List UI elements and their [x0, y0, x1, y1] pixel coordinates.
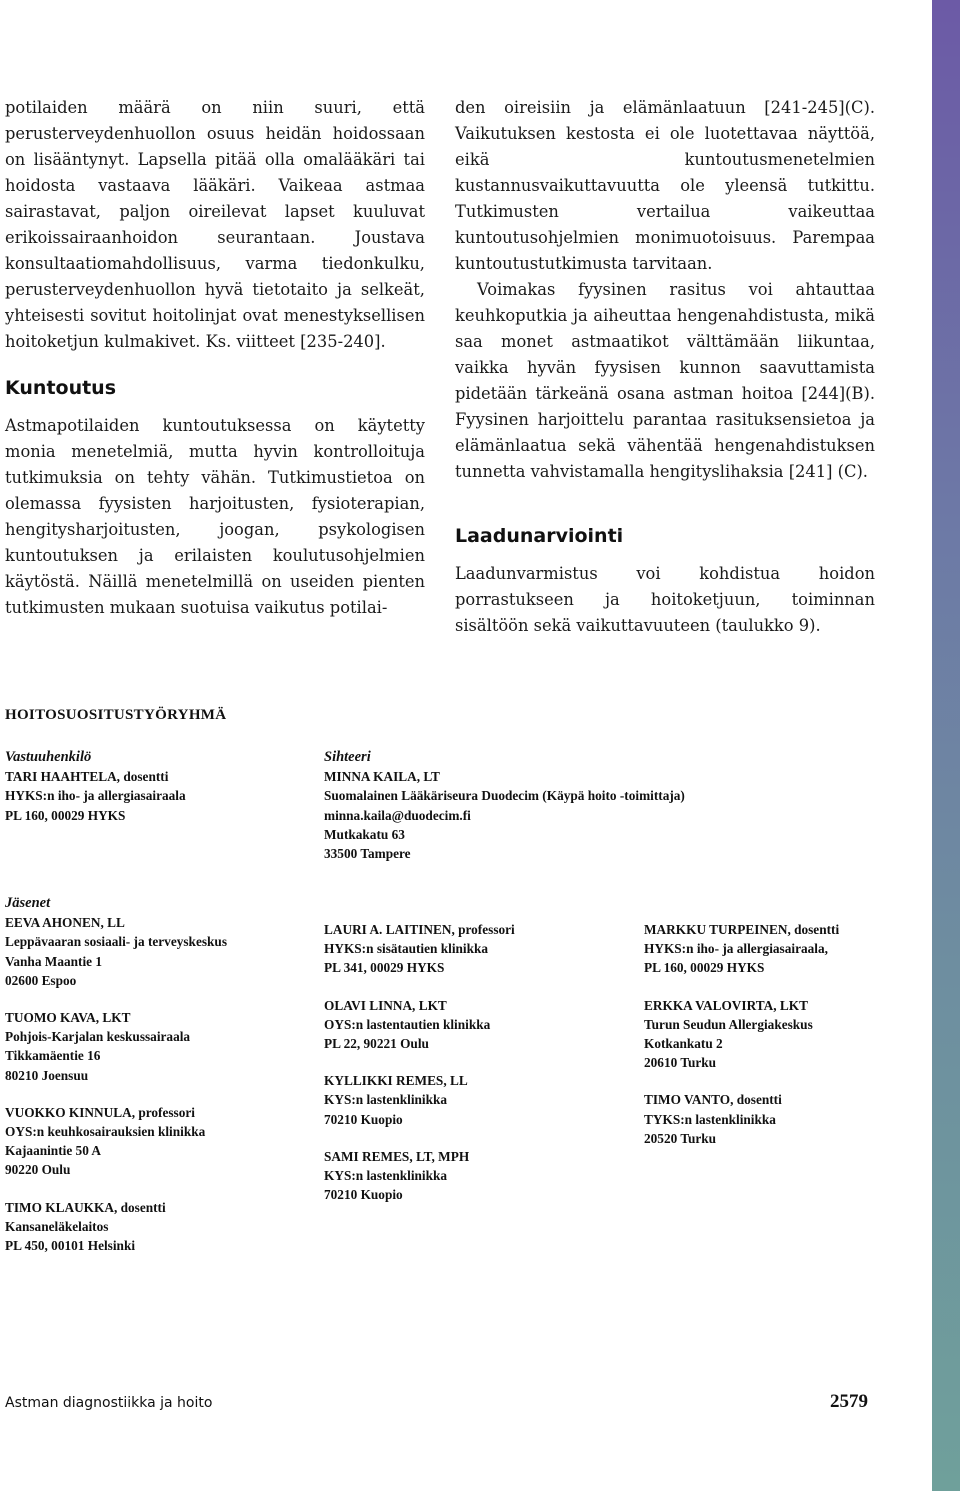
member-entry: [644, 920, 839, 978]
chair-lines: [5, 767, 186, 825]
member-entry-line: 80210 Joensuu: [5, 1067, 89, 1083]
member-entry-line: Tikkamäentie 16: [5, 1048, 101, 1064]
chair-line: PL 160, 00029 HYKS: [5, 807, 126, 823]
member-entry-line: KYS:n lastenklinikka: [324, 1168, 448, 1184]
left-paragraph-1: potilaiden määrä on niin suuri, että perusterveydenhuollon osuus heidän hoidossaan on lisääntynyt. Lapsella pitää olla omalääkäri tai hoidosta vastaava lääkäri. Vaikeaa astmaa sairastavat, paljon oireilevat lapset kuuluvat erikoissairaanhoidon seurantaan. Joustava konsultaatiomahdollisuus, varma tiedonkulku, perusterveydenhuollon hyvä tietotaito ja selkeät, yhteisesti sovitut hoitolinjat ovat menestyksellisen hoitoketjun kulmakivet. Ks. viitteet [235-240].: [5, 98, 425, 351]
member-entry-line: HYKS:n iho- ja allergiasairaala,: [644, 941, 828, 957]
members-col1-list: [5, 913, 227, 1255]
chair-role: Vastuuhenkilö: [5, 749, 92, 765]
members-role: Jäsenet: [5, 895, 51, 911]
page-number: 2579: [830, 1391, 868, 1412]
member-entry-line: KYS:n lastenklinikka: [324, 1092, 448, 1108]
chair-line: HYKS:n iho- ja allergiasairaala: [5, 788, 186, 804]
member-entry-line: 20610 Turku: [644, 1055, 717, 1071]
member-entry-line: 70210 Kuopio: [324, 1111, 403, 1127]
member-entry-line: VUOKKO KINNULA, professori: [5, 1104, 195, 1120]
member-entry-line: OLAVI LINNA, LKT: [324, 997, 447, 1013]
section-heading-laadunarviointi: Laadunarviointi: [455, 525, 624, 547]
member-entry-line: TIMO VANTO, dosentti: [644, 1092, 782, 1108]
member-entry-line: LAURI A. LAITINEN, professori: [324, 922, 515, 937]
section-heading-kuntoutus: Kuntoutus: [5, 377, 117, 399]
member-entry-line: Kajaanintie 50 A: [5, 1143, 102, 1159]
member-entry: [5, 913, 227, 990]
secretary-line: MINNA KAILA, LT: [324, 769, 440, 785]
member-entry: [324, 1071, 515, 1129]
member-entry: [324, 996, 515, 1054]
secretary-line: 33500 Tampere: [324, 846, 411, 862]
left-paragraph-2: Astmapotilaiden kuntoutuksessa on käytetty monia menetelmiä, mutta hyvin kontrolloituja tutkimuksia on tehty vähän. Tutkimustietoa on olemassa fyysisten harjoitusten, fysioterapian, hengitysharjoitusten, joogan, psykologisen kuntoutuksen ja erilaisten koulutusohjelmien käytöstä. Näillä menetelmillä on useiden pienten tutkimusten mukaan suotuisa vaikutus potilai-: [5, 416, 425, 617]
member-entry: [5, 1198, 227, 1256]
right-paragraph-2: Voimakas fyysinen rasitus voi ahtauttaa keuhkoputkia ja aiheuttaa hengenahdistusta, mikä saa monet astmaatikot välttämään liikuntaa, vaikka hyvän fyysisen kunnon saavuttamista pidetään tärkeänä osana astman hoitoa [244](B). Fyysinen harjoittelu parantaa rasituksensietoa ja elämänlaatua sekä vähentää hengenahdistuksen tunnetta vahvistamalla hengityslihaksia [241] (C).: [455, 280, 875, 481]
members-col-3: [644, 920, 839, 1166]
secretary-role: Sihteeri: [324, 749, 371, 765]
member-entry-line: PL 22, 90221 Oulu: [324, 1036, 429, 1052]
member-entry-line: 90220 Oulu: [5, 1162, 71, 1178]
member-entry: [5, 1103, 227, 1180]
secretary-block: [324, 748, 685, 863]
member-entry-line: Kansaneläkelaitos: [5, 1218, 109, 1234]
right-paragraph-1: den oireisiin ja elämänlaatuun [241-245](C). Vaikutuksen kestosta ei ole luotettavaa näyttöä, eikä kuntoutusmenetelmien kustannusvaikuttavuutta ole yleensä tutkittu. Tutkimusten vertailua vaikeuttaa kuntoutusohjelmien monimuotoisuus. Parempaa kuntoutustutkimusta tarvitaan.: [455, 98, 875, 273]
chair-block: [5, 748, 186, 825]
member-entry: [324, 1147, 515, 1205]
chair-line: TARI HAAHTELA, dosentti: [5, 769, 169, 785]
left-text-column: [5, 95, 425, 621]
right-paragraph-3: Laadunvarmistus voi kohdistua hoidon porrastukseen ja hoitoketjuun, toiminnan sisältöön sekä vaikuttavuuteen (taulukko 9).: [455, 564, 875, 635]
working-group-title: HOITOSUOSITUSTYÖRYHMÄ: [5, 707, 227, 723]
member-entry-line: Leppävaaran sosiaali- ja terveyskeskus: [5, 934, 227, 950]
member-entry-line: OYS:n keuhkosairauksien klinikka: [5, 1124, 206, 1140]
secretary-line: Suomalainen Lääkäriseura Duodecim (Käypä hoito -toimittaja): [324, 788, 685, 804]
member-entry-line: Kotkankatu 2: [644, 1036, 723, 1052]
member-entry: [324, 920, 515, 978]
member-entry-line: OYS:n lastentautien klinikka: [324, 1016, 491, 1032]
right-text-column: [455, 95, 875, 639]
members-col-2: [324, 920, 515, 1222]
member-entry-line: TUOMO KAVA, LKT: [5, 1010, 131, 1026]
member-entry-line: KYLLIKKI REMES, LL: [324, 1073, 468, 1089]
member-entry-line: 20520 Turku: [644, 1130, 717, 1146]
secretary-line: Mutkakatu 63: [324, 826, 405, 842]
member-entry: [5, 1008, 227, 1085]
member-entry-line: 02600 Espoo: [5, 972, 77, 988]
member-entry-line: Pohjois-Karjalan keskussairaala: [5, 1029, 191, 1045]
members-col2-list: [324, 920, 515, 1204]
member-entry-line: PL 160, 00029 HYKS: [644, 960, 765, 976]
secretary-lines: [324, 767, 685, 863]
member-entry-line: Vanha Maantie 1: [5, 953, 103, 969]
member-entry-line: EEVA AHONEN, LL: [5, 915, 125, 931]
decorative-side-strip: [932, 0, 960, 1491]
members-col3-list: [644, 920, 839, 1148]
members-col-1: [5, 894, 227, 1273]
member-entry-line: MARKKU TURPEINEN, dosentti: [644, 922, 840, 937]
member-entry-line: SAMI REMES, LT, MPH: [324, 1148, 470, 1164]
member-entry-line: TIMO KLAUKKA, dosentti: [5, 1199, 166, 1215]
member-entry: [644, 1090, 839, 1148]
journal-title: Astman diagnostiikka ja hoito: [5, 1395, 213, 1411]
member-entry-line: 70210 Kuopio: [324, 1187, 403, 1203]
secretary-line: minna.kaila@duodecim.fi: [324, 807, 471, 823]
member-entry-line: HYKS:n sisätautien klinikka: [324, 941, 489, 957]
member-entry: [644, 996, 839, 1073]
member-entry-line: ERKKA VALOVIRTA, LKT: [644, 997, 808, 1013]
member-entry-line: TYKS:n lastenklinikka: [644, 1111, 776, 1127]
member-entry-line: PL 450, 00101 Helsinki: [5, 1238, 136, 1254]
member-entry-line: Turun Seudun Allergiakeskus: [644, 1016, 813, 1032]
member-entry-line: PL 341, 00029 HYKS: [324, 960, 445, 976]
